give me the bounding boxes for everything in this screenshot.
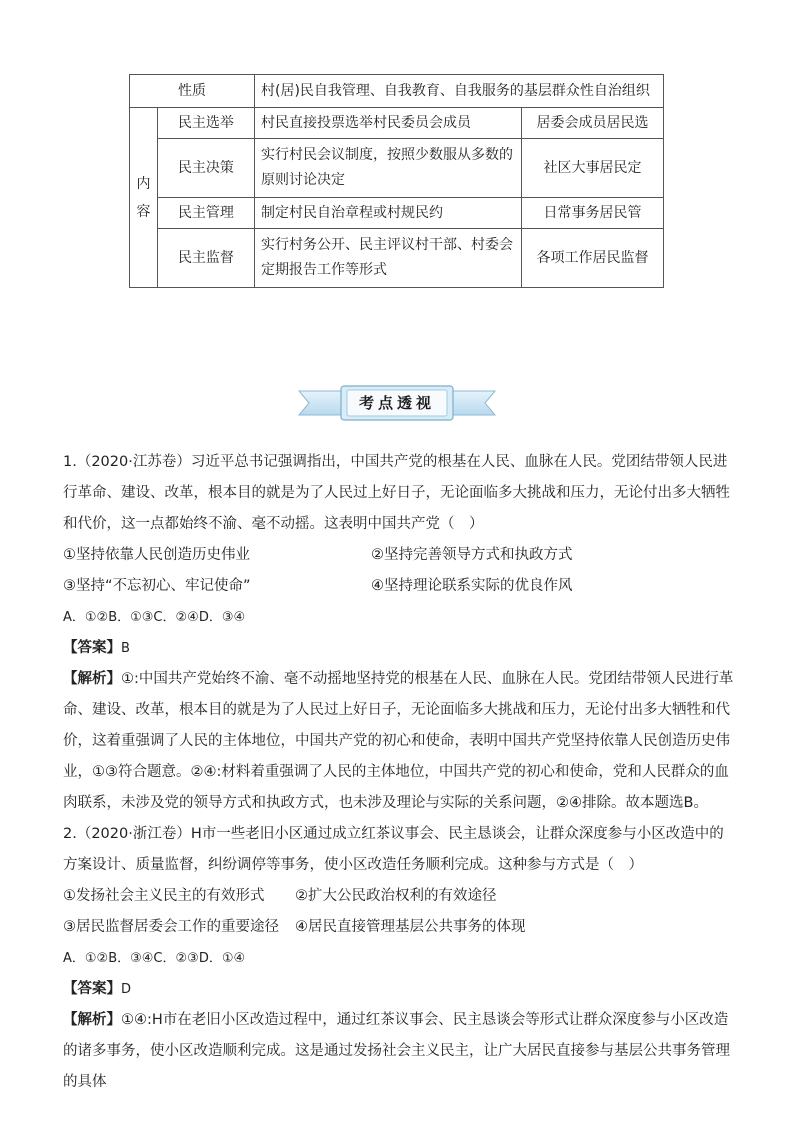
answer-line: [63, 633, 735, 664]
answer-choices: A．①②B．③④C．②③D．①④: [63, 951, 246, 966]
table-row: [130, 198, 664, 229]
option-row: [63, 912, 735, 943]
row-label: 民主管理: [157, 198, 254, 229]
village-autonomy-table: [129, 74, 664, 288]
property-label: 性质: [130, 75, 255, 108]
section-banner: [297, 383, 497, 423]
row-label: 民主决策: [157, 139, 254, 198]
answer-choices: A．①②B．①③C．②④D．③④: [63, 610, 246, 625]
option-item: ④居民直接管理基层公共事务的体现: [295, 919, 526, 935]
property-value: 村(居)民自我管理、自我教育、自我服务的基层群众性自治组织: [255, 75, 664, 108]
answer-line: [63, 974, 735, 1005]
answer-value: D: [121, 982, 132, 997]
table-row: [130, 229, 664, 288]
analysis-label: 【解析】: [63, 671, 121, 687]
option-item: ②坚持完善领导方式和执政方式: [371, 547, 573, 563]
resident-cell: 各项工作居民监督: [522, 229, 664, 288]
village-cell: 村民直接投票选举村民委员会成员: [255, 108, 522, 139]
table-row: [130, 108, 664, 139]
village-cell: 实行村务公开、民主评议村干部、村委会定期报告工作等形式: [255, 229, 522, 288]
table-row: [130, 75, 664, 108]
analysis-block: [63, 664, 735, 819]
banner-title: 考点透视: [358, 394, 435, 412]
question-stem: 2.（2020·浙江卷）H市一些老旧小区通过成立红茶议事会、民主恳谈会，让群众深度参与小区改造中的方案设计、质量监督，纠纷调停等事务，使小区改造任务顺利完成。这种参与方式是（ ）: [63, 826, 724, 873]
option-row: [63, 571, 735, 602]
analysis-text: ①④:H市在老旧小区改造过程中，通过红茶议事会、民主恳谈会等形式让群众深度参与小区改造的诸多事务，使小区改造顺利完成。这是通过发扬社会主义民主，让广大居民直接参与基层公共事务管理的具体: [63, 1012, 730, 1090]
option-item: ③居民监督居委会工作的重要途径: [63, 919, 279, 935]
answer-value: B: [121, 641, 130, 656]
content-label: [130, 108, 158, 288]
option-item: ③坚持“不忘初心、牢记使命”: [63, 578, 251, 594]
answer-label: 【答案】: [63, 640, 121, 656]
content-label-char: 容: [136, 203, 151, 220]
analysis-text: ①:中国共产党始终不渝、毫不动摇地坚持党的根基在人民、血脉在人民。党团结带领人民进行革命、建设、改革，根本目的就是为了人民过上好日子，无论面临多大挑战和压力，无论付出多大牺牲和代价，这着重强调了人民的主体地位，中国共产党的初心和使命，表明中国共产党坚持依靠人民创造历史伟业，①③符合题意。②④:材料着重强调了人民的主体地位，中国共产党的初心和使命，党和人民群众的血肉联系，未涉及党的领导方式和执政方式，也未涉及理论与实际的关系问题，②④排除。故本题选B。: [63, 671, 734, 811]
resident-cell: 日常事务居民管: [522, 198, 664, 229]
question-stem: 1.（2020·江苏卷）习近平总书记强调指出，中国共产党的根基在人民、血脉在人民。党团结带领人民进行革命、建设、改革，根本目的就是为了人民过上好日子，无论面临多大挑战和压力，无论付出多大牺牲和代价，这一点都始终不渝、毫不动摇。这表明中国共产党（ ）: [63, 454, 730, 532]
answer-label: 【答案】: [63, 981, 121, 997]
table-row: [130, 139, 664, 198]
option-row: [63, 540, 735, 571]
question-list: [63, 447, 735, 1098]
row-label: 民主监督: [157, 229, 254, 288]
analysis-block: [63, 1005, 735, 1098]
option-item: ①坚持依靠人民创造历史伟业: [63, 547, 250, 563]
row-label: 民主选举: [157, 108, 254, 139]
option-row: [63, 881, 735, 912]
content-label-char: 内: [136, 175, 151, 192]
village-cell: 制定村民自治章程或村规民约: [255, 198, 522, 229]
option-item: ①发扬社会主义民主的有效形式: [63, 888, 265, 904]
option-item: ②扩大公民政治权利的有效途径: [295, 888, 497, 904]
resident-cell: 居委会成员居民选: [522, 108, 664, 139]
village-cell: 实行村民会议制度，按照少数服从多数的原则讨论决定: [255, 139, 522, 198]
resident-cell: 社区大事居民定: [522, 139, 664, 198]
analysis-label: 【解析】: [63, 1012, 121, 1028]
option-item: ④坚持理论联系实际的优良作风: [371, 578, 573, 594]
